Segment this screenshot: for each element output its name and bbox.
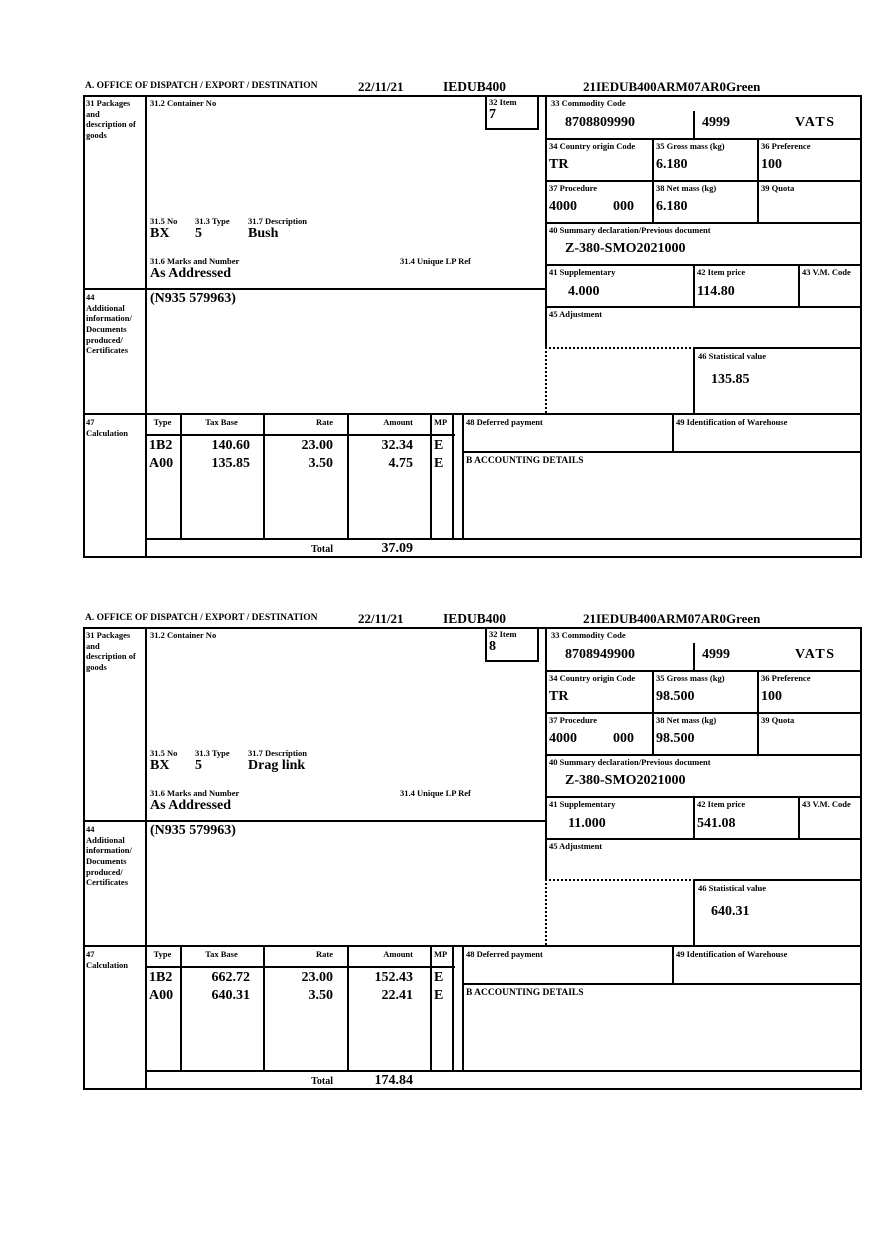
box31-2-label: 31.2 Container No: [150, 98, 217, 108]
divider-48-49: [672, 413, 674, 451]
calc-header-amount: Amount: [383, 417, 413, 427]
box31-6-label: 31.6 Marks and Number: [150, 788, 240, 798]
box44-label: Additional information/ Documents produced/ Certificates: [86, 302, 132, 356]
divider-34-35: [652, 670, 654, 754]
calc-rate: 3.50: [308, 456, 333, 471]
procedure2-value: 000: [613, 731, 634, 746]
calc-header-tax-base: Tax Base: [205, 949, 238, 959]
box45-label: 45 Adjustment: [549, 841, 603, 851]
box36-label: 36 Preference: [761, 673, 811, 683]
form-border-bottom: [83, 556, 862, 558]
item-number-value: 7: [489, 107, 496, 122]
box46-label: 46 Statistical value: [698, 883, 766, 893]
calc-type: 1B2: [149, 970, 173, 985]
divider-41-42: [693, 796, 695, 838]
box35-label: 35 Gross mass (kg): [656, 141, 725, 151]
form-border-left: [83, 627, 85, 1090]
calc-header-mp: MP: [434, 949, 448, 959]
calc-col-divider-3: [347, 945, 349, 1070]
commodity-code2-value: 4999: [702, 115, 730, 130]
additional-info-value: (N935 579963): [150, 291, 236, 306]
previous-document-value: Z-380-SMO2021000: [565, 773, 686, 788]
calc-header-type: Type: [153, 417, 172, 427]
item-number-value: 8: [489, 639, 496, 654]
box44-number: 44: [86, 292, 95, 302]
divider-33-34: [545, 670, 862, 672]
dotted-divider-vertical: [545, 879, 547, 945]
calc-table-border-right: [452, 945, 454, 1070]
box43-label: 43 V.M. Code: [802, 799, 851, 809]
header-office-code: IEDUB400: [443, 611, 507, 626]
right-panel-border: [545, 627, 547, 879]
box32-border-right: [537, 627, 539, 660]
calc-amount: 152.43: [374, 970, 413, 985]
preference-value: 100: [761, 689, 782, 704]
box31-7-label: 31.7 Description: [248, 748, 308, 758]
gross-mass-value: 6.180: [656, 157, 688, 172]
accounting-border-left: [462, 413, 464, 538]
box44-label: Additional information/ Documents produced/ Certificates: [86, 834, 132, 888]
box33-label: 33 Commodity Code: [551, 630, 626, 640]
box48-label: 48 Deferred payment: [466, 417, 543, 427]
box31-4-label: 31.4 Unique LP Ref: [400, 788, 471, 798]
calc-header-border-bottom: [145, 966, 455, 968]
accounting-details-label: B ACCOUNTING DETAILS: [466, 456, 584, 466]
calc-col-divider-2: [263, 413, 265, 538]
box40-label: 40 Summary declaration/Previous document: [549, 757, 711, 767]
divider-31-44: [83, 288, 547, 290]
box31-3-label: 31.3 Type: [195, 216, 230, 226]
package-no-value: BX: [150, 758, 170, 773]
calc-col-divider-2: [263, 945, 265, 1070]
total-value: 37.09: [381, 541, 413, 556]
box31-6-label: 31.6 Marks and Number: [150, 256, 240, 266]
box46-border-top: [693, 879, 862, 881]
calc-header-type: Type: [153, 949, 172, 959]
statistical-value: 640.31: [711, 904, 750, 919]
calc-header-amount: Amount: [383, 949, 413, 959]
box32-border-bottom: [485, 660, 539, 662]
commodity-code2-value: 4999: [702, 647, 730, 662]
commodity-code-value: 8708949900: [565, 647, 635, 662]
calc-rate: 3.50: [308, 988, 333, 1003]
box39-label: 39 Quota: [761, 715, 795, 725]
box41-label: 41 Supplementary: [549, 799, 616, 809]
box31-label: 31 Packages and description of goods: [86, 98, 136, 140]
box31-4-label: 31.4 Unique LP Ref: [400, 256, 471, 266]
header-date: 22/11/21: [358, 79, 404, 94]
divider-40-41: [545, 796, 862, 798]
box31-7-label: 31.7 Description: [248, 216, 308, 226]
box43-label: 43 V.M. Code: [802, 267, 851, 277]
dotted-divider-horizontal: [545, 347, 695, 349]
box47-number: 47: [86, 949, 95, 959]
box36-label: 36 Preference: [761, 141, 811, 151]
box38-label: 38 Net mass (kg): [656, 715, 717, 725]
divider-31-44: [83, 820, 547, 822]
divider-47-row-top: [83, 413, 862, 415]
calc-tax-base: 662.72: [211, 970, 250, 985]
divider-total-row-top: [145, 538, 862, 540]
box32-label: 32 Item: [489, 97, 517, 107]
box46-border-top: [693, 347, 862, 349]
box31-3-label: 31.3 Type: [195, 748, 230, 758]
gross-mass-value: 98.500: [656, 689, 695, 704]
box32-border-right: [537, 95, 539, 128]
sad-form: [83, 627, 862, 1090]
calc-col-divider-1: [180, 945, 182, 1070]
box32-border-left: [485, 627, 487, 660]
divider-41-42: [693, 264, 695, 306]
marks-value: As Addressed: [150, 798, 232, 813]
box31-5-label: 31.5 No: [150, 748, 178, 758]
header-reference: 21IEDUB400ARM07AR0Green: [583, 611, 761, 626]
box44-label-block: [86, 292, 142, 356]
box47-label: Calculation: [86, 959, 129, 970]
office-of-dispatch-label: A. OFFICE OF DISPATCH / EXPORT / DESTINATION: [85, 81, 318, 91]
description-value: Bush: [248, 226, 279, 241]
left-column-border: [145, 627, 147, 1090]
box44-number: 44: [86, 824, 95, 834]
divider-33-34: [545, 138, 862, 140]
box33-inner-divider: [693, 643, 695, 670]
country-origin-value: TR: [549, 689, 569, 704]
declaration-item-section-2: [0, 610, 882, 1092]
box33-inner-divider: [693, 111, 695, 138]
divider-35-36: [757, 670, 759, 754]
package-no-value: BX: [150, 226, 170, 241]
commodity-code3-value: VATS: [795, 647, 836, 662]
box46-label: 46 Statistical value: [698, 351, 766, 361]
divider-42-43: [798, 264, 800, 306]
divider-34-35: [652, 138, 654, 222]
supplementary-value: 11.000: [568, 816, 606, 831]
net-mass-value: 6.180: [656, 199, 688, 214]
header-reference: 21IEDUB400ARM07AR0Green: [583, 79, 761, 94]
description-value: Drag link: [248, 758, 306, 773]
declaration-item-section-1: [0, 78, 882, 560]
form-border-right: [860, 95, 862, 558]
calc-col-divider-4: [430, 945, 432, 1070]
supplementary-value: 4.000: [568, 284, 600, 299]
divider-48-accounting: [462, 451, 862, 453]
calc-type: 1B2: [149, 438, 173, 453]
country-origin-value: TR: [549, 157, 569, 172]
form-border-top: [83, 95, 862, 97]
box32-border-bottom: [485, 128, 539, 130]
procedure-value: 4000: [549, 199, 577, 214]
box47-label-block: [86, 949, 142, 970]
divider-40-41: [545, 264, 862, 266]
box31-label: 31 Packages and description of goods: [86, 630, 136, 672]
box46-border-left: [693, 347, 695, 413]
calc-amount: 22.41: [381, 988, 413, 1003]
dotted-divider-horizontal: [545, 879, 695, 881]
divider-34-37: [545, 712, 862, 714]
box47-number: 47: [86, 417, 95, 427]
divider-37-40: [545, 754, 862, 756]
box44-label-block: [86, 824, 142, 888]
box38-label: 38 Net mass (kg): [656, 183, 717, 193]
left-column-border: [145, 95, 147, 558]
divider-41-45: [545, 838, 862, 840]
procedure-value: 4000: [549, 731, 577, 746]
box41-label: 41 Supplementary: [549, 267, 616, 277]
previous-document-value: Z-380-SMO2021000: [565, 241, 686, 256]
total-label: Total: [311, 544, 333, 555]
package-type-value: 5: [195, 226, 202, 241]
calc-header-tax-base: Tax Base: [205, 417, 238, 427]
sad-form: [83, 95, 862, 558]
calc-amount: 32.34: [381, 438, 413, 453]
box42-label: 42 Item price: [697, 267, 746, 277]
commodity-code3-value: VATS: [795, 115, 836, 130]
calc-rate: 23.00: [301, 438, 333, 453]
calc-type: A00: [149, 456, 174, 471]
divider-37-40: [545, 222, 862, 224]
accounting-border-left: [462, 945, 464, 1070]
divider-35-36: [757, 138, 759, 222]
form-border-top: [83, 627, 862, 629]
statistical-value: 135.85: [711, 372, 750, 387]
item-price-value: 114.80: [697, 284, 735, 299]
calc-amount: 4.75: [388, 456, 413, 471]
total-value: 174.84: [374, 1073, 413, 1088]
form-border-bottom: [83, 1088, 862, 1090]
header-office-code: IEDUB400: [443, 79, 507, 94]
box31-2-label: 31.2 Container No: [150, 630, 217, 640]
calc-mp: E: [434, 438, 444, 453]
package-type-value: 5: [195, 758, 202, 773]
total-label: Total: [311, 1076, 333, 1087]
box49-label: 49 Identification of Warehouse: [676, 417, 788, 427]
divider-48-49: [672, 945, 674, 983]
calc-header-rate: Rate: [316, 949, 333, 959]
box45-label: 45 Adjustment: [549, 309, 603, 319]
box39-label: 39 Quota: [761, 183, 795, 193]
net-mass-value: 98.500: [656, 731, 695, 746]
accounting-details-label: B ACCOUNTING DETAILS: [466, 988, 584, 998]
divider-42-43: [798, 796, 800, 838]
calc-tax-base: 140.60: [211, 438, 250, 453]
box37-label: 37 Procedure: [549, 183, 598, 193]
divider-41-45: [545, 306, 862, 308]
calc-mp: E: [434, 970, 444, 985]
box34-label: 34 Country origin Code: [549, 673, 636, 683]
divider-34-37: [545, 180, 862, 182]
calc-col-divider-3: [347, 413, 349, 538]
divider-48-accounting: [462, 983, 862, 985]
box32-label: 32 Item: [489, 629, 517, 639]
divider-47-row-top: [83, 945, 862, 947]
box47-label: Calculation: [86, 427, 129, 438]
box32-border-left: [485, 95, 487, 128]
calc-tax-base: 640.31: [211, 988, 250, 1003]
preference-value: 100: [761, 157, 782, 172]
marks-value: As Addressed: [150, 266, 232, 281]
calc-table-border-right: [452, 413, 454, 538]
box40-label: 40 Summary declaration/Previous document: [549, 225, 711, 235]
box42-label: 42 Item price: [697, 799, 746, 809]
form-border-right: [860, 627, 862, 1090]
procedure2-value: 000: [613, 199, 634, 214]
office-of-dispatch-label: A. OFFICE OF DISPATCH / EXPORT / DESTINATION: [85, 613, 318, 623]
calc-col-divider-4: [430, 413, 432, 538]
box33-label: 33 Commodity Code: [551, 98, 626, 108]
box35-label: 35 Gross mass (kg): [656, 673, 725, 683]
right-panel-border: [545, 95, 547, 347]
header-date: 22/11/21: [358, 611, 404, 626]
calc-header-rate: Rate: [316, 417, 333, 427]
item-price-value: 541.08: [697, 816, 736, 831]
box46-border-left: [693, 879, 695, 945]
calc-col-divider-1: [180, 413, 182, 538]
form-border-left: [83, 95, 85, 558]
additional-info-value: (N935 579963): [150, 823, 236, 838]
commodity-code-value: 8708809990: [565, 115, 635, 130]
calc-mp: E: [434, 456, 444, 471]
calc-type: A00: [149, 988, 174, 1003]
divider-total-row-top: [145, 1070, 862, 1072]
calc-tax-base: 135.85: [211, 456, 250, 471]
dotted-divider-vertical: [545, 347, 547, 413]
calc-header-mp: MP: [434, 417, 448, 427]
calc-header-border-bottom: [145, 434, 455, 436]
calc-rate: 23.00: [301, 970, 333, 985]
calc-mp: E: [434, 988, 444, 1003]
box37-label: 37 Procedure: [549, 715, 598, 725]
box34-label: 34 Country origin Code: [549, 141, 636, 151]
box31-5-label: 31.5 No: [150, 216, 178, 226]
box47-label-block: [86, 417, 142, 438]
box48-label: 48 Deferred payment: [466, 949, 543, 959]
box49-label: 49 Identification of Warehouse: [676, 949, 788, 959]
